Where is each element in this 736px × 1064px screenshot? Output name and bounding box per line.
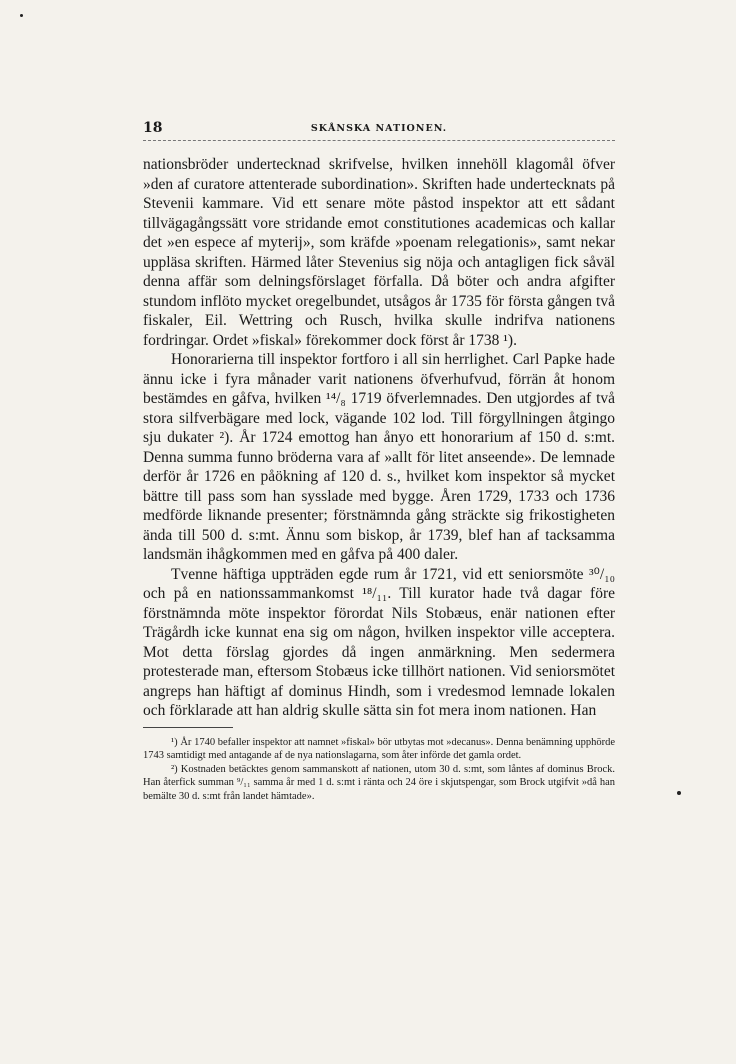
page-number: 18 bbox=[143, 120, 163, 136]
footnotes bbox=[143, 736, 615, 804]
paragraph-3: Tvenne häftiga uppträden egde rum år 1721, vid ett seniorsmöte ³⁰/₁₀ och på en nationssammankomst ¹⁸/₁₁. Till kurator hade två dagar före förstnämnda möte inspektor förordat Nils Stobæus, enär nationen efter Trägårdh icke kunnat ena sig om någon, hvilken inspektor ville acceptera. Mot detta förslag gjordes då ingen anmärkning. Men sedermera protesterade man, eftersom Stobæus icke tillhört nationen. Vid seniorsmötet angreps han häftigt af dominus Hindh, som i vredesmod lemnade lokalen och förklarade att han aldrig skulle sätta sin fot mera inom nationen. Han bbox=[143, 565, 615, 719]
footnote-1: ¹) År 1740 befaller inspektor att namnet »fiskal» bör utbytas mot »decanus». Denna benämning upphörde 1743 samtidigt med antagande af de nya nationslagarna, som åter införde det gamla ordet. bbox=[143, 736, 615, 761]
margin-mark-right bbox=[677, 791, 681, 795]
footnote-2: ²) Kostnaden betäcktes genom sammanskott af nationen, utom 30 d. s:mt, som låntes af dominus Brock. Han återfick summan ⁹/₁₁ samma år med 1 d. s:mt i ränta och 24 öre i skjutspengar, som Brock utgifvit »då han bemälte 30 d. s:mt från landet hämtade». bbox=[143, 763, 615, 802]
book-page bbox=[143, 118, 615, 803]
page-header bbox=[143, 118, 615, 141]
paragraph-2: Honorarierna till inspektor fortforo i all sin herrlighet. Carl Papke hade ännu icke i fyra månader varit nationens öfverhufvud, förrän åt honom bestämdes en gåfva, hvilken ¹⁴/₈ 1719 öfverlemnades. Den utgjordes af två stora silfverbägare med lock, vägande 102 lod. Till förgyllningen åtgingo sju dukater ²). År 1724 emottog han ånyo ett honorarium af 150 d. s:mt. Denna summa funno bröderna vara af »allt för litet anseende». De lemnade derför år 1726 en påökning af 120 d. s., hvilket kom inspektor så mycket bättre till pass som han sysslade med bygge. Åren 1729, 1733 och 1736 medförde liknande presenter; förstnämnda gång sträckte sig frikostigheten ända till 500 d. s:mt. Ännu som biskop, år 1739, blef han af tacksamma landsmän ihågkommen med en gåfva på 400 daler. bbox=[143, 351, 615, 563]
margin-mark-top bbox=[20, 14, 23, 17]
paragraph-1: nationsbröder undertecknad skrifvelse, hvilken innehöll klagomål öfver »den af curatore attenterade subordination». Skriften hade undertecknats på Stevenii kammare. Vid ett senare möte påstod inspektor att ett sådant tillvägagångssätt vore stridande emot constitutiones academicas och kallar det »en espece af myterij», som kräfde »poenam relegationis», samt nekar uppläsa skriften. Härmed låter Stevenius sig nöja och antagligen fick såväl denna affär som delningsförslaget förfalla. Då böter och andra afgifter stundom inflöto mycket oregelbundet, utsågos år 1735 för första gången två fiskaler, Eil. Wettring och Rusch, hvilka skulle indrifva nationens fordringar. Ordet »fiskal» förekommer dock först år 1738 ¹). bbox=[143, 156, 615, 349]
running-title: SKÅNSKA NATIONEN. bbox=[310, 123, 448, 134]
body-text bbox=[143, 155, 615, 721]
footnote-separator bbox=[143, 727, 233, 728]
